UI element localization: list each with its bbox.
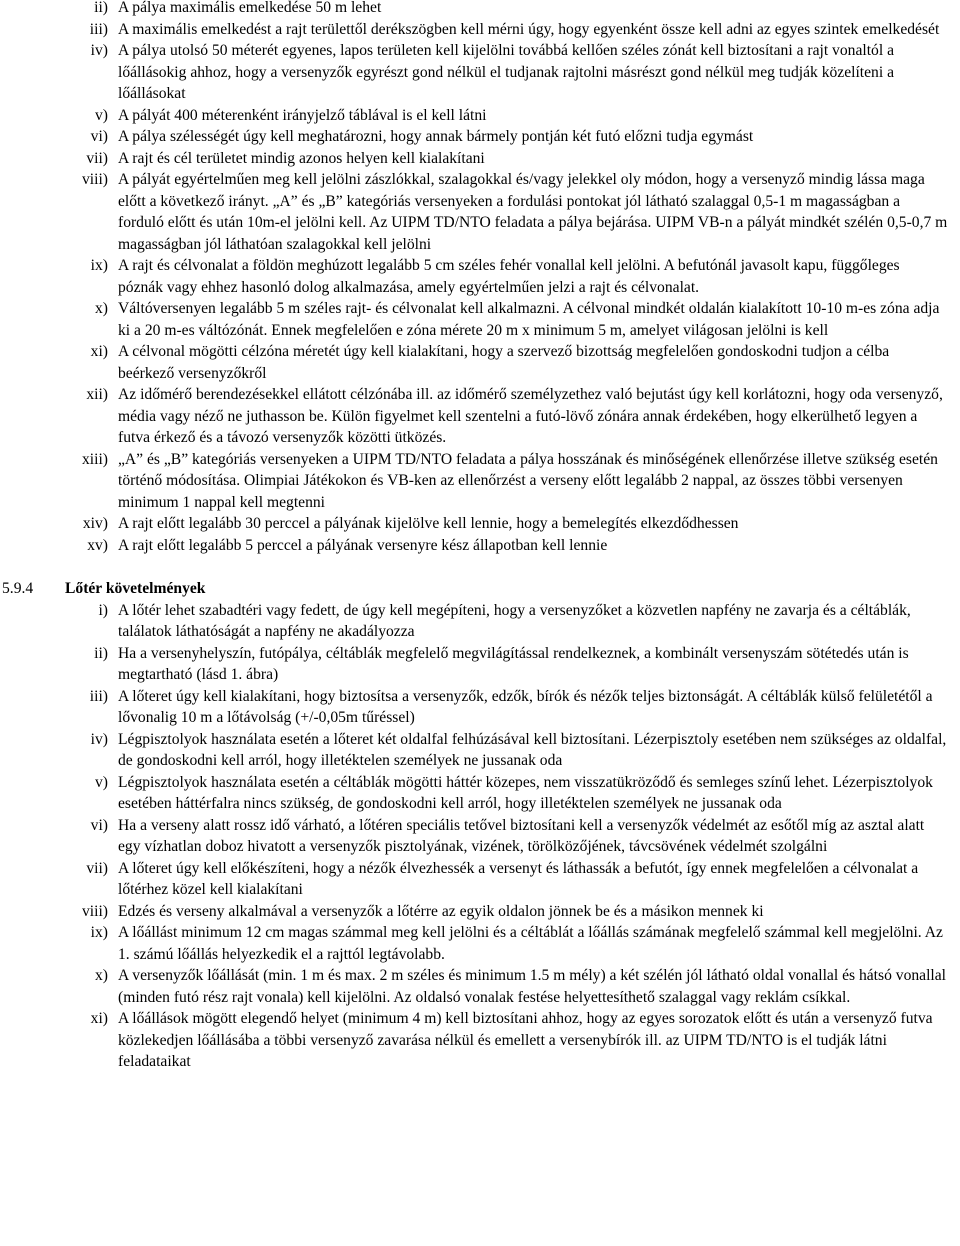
item-text: A pályát 400 méterenként irányjelző táblával is el kell látni	[118, 106, 487, 124]
item-number: ii)	[94, 644, 108, 662]
list-item	[0, 384, 960, 449]
section-title: Lőtér követelmények	[65, 580, 206, 597]
item-text: A pálya maximális emelkedése 50 m lehet	[118, 0, 382, 16]
item-text: A lőállások mögött elegendő helyet (minimum 4 m) kell biztosítani ahhoz, hogy az egyes sorozatok előtt és után a versenyző futva közlekedjen lőállásába a többi versenyző zavarása nélkül és emellett a versenybírók ill. az UIPM TD/NTO is el tudják látni feladataikat	[118, 1010, 933, 1070]
item-text: Ha a versenyhelyszín, futópálya, céltáblák megfelelő megvilágítással rendelkeznek, a kombinált versenyszám sötétedés után is megtartható (lásd 1. ábra)	[118, 644, 909, 683]
list-item	[0, 255, 960, 298]
item-number: iv)	[90, 730, 108, 748]
item-text: A célvonal mögötti célzóna méretét úgy kell kialakítani, hogy a szervező bizottság megfelelően gondoskodni tudjon a célba beérkező versenyzőkről	[118, 343, 890, 382]
item-number: v)	[95, 106, 108, 124]
item-number: vi)	[90, 128, 108, 145]
item-number: iii)	[89, 687, 108, 705]
list-item	[0, 815, 960, 858]
item-text: A rajt és célvonalat a földön meghúzott legalább 5 cm széles fehér vonallal kell jelölni. A befutónál javasolt kapu, függőleges póznák vagy ehhez hasonló dolog alkalmazása, amely egyértelműen jelzi a rajt és célvonalat.	[118, 257, 900, 296]
item-text: A rajt előtt legalább 5 perccel a pályának versenyre kész állapotban kell lennie	[118, 536, 608, 554]
item-number: x)	[95, 967, 108, 984]
item-number: xi)	[90, 1010, 108, 1027]
list-item	[0, 535, 960, 557]
list-item	[0, 901, 960, 923]
item-number: v)	[95, 773, 108, 791]
list-item	[0, 686, 960, 729]
item-text: Légpisztolyok használata esetén a céltáblák mögötti háttér közepes, nem visszatükröződő és semleges színű lehet. Lézerpisztolyok esetében háttérfalra nincs szükség, de gondoskodni kell arról, hogy illetéktelen személyek ne jussanak oda	[118, 773, 933, 812]
item-text: „A” és „B” kategóriás versenyeken a UIPM TD/NTO feladata a pálya hosszának és minőségének ellenőrzése illetve szükség esetén történő módosítása. Olimpiai Játékokon és VB-ken az ellenőrzést a verseny előtt legalább 2 nappal, az összes többi versenyen minimum 1 nappal kell megtenni	[118, 450, 938, 511]
section-number: 5.9.4	[2, 580, 34, 597]
item-text: Váltóversenyen legalább 5 m széles rajt- és célvonalat kell alkalmazni. A célvonal mindkét oldalán kialakított 10-10 m-es zóna adja ki a 20 m-es váltózónát. Ennek megfelelően e zóna mérete 20 m x minimum 5 m, amelyet világosan jelölni is kell	[118, 300, 940, 339]
item-number: iv)	[90, 42, 108, 59]
list-item	[0, 513, 960, 535]
item-text: Az időmérő berendezésekkel ellátott célzónába ill. az időmérő személyzethez való bejutást úgy kell korlátozni, hogy oda versenyző, média vagy néző ne juthasson be. Külön figyelmet kell szentelni a futó-lövő zónára annak érdekében, hogy elkerülhető legyen a futva érkező és a távozó versenyzők közötti ütközés.	[118, 386, 943, 446]
item-text: A pálya utolsó 50 méterét egyenes, lapos területen kell kijelölni továbbá kellően széles zónát kell biztosítani a rajt vonaltól a lőállásokig ahhoz, hogy a versenyzők egyrészt gond nélkül el tudjanak rajtolni másrészt gond nélkül meg tudják közelíteni a lőállásokat	[118, 42, 895, 102]
course-requirements-list	[0, 0, 960, 556]
item-number: vi)	[90, 816, 108, 834]
item-number: viii)	[82, 902, 108, 920]
item-number: xiii)	[82, 450, 108, 468]
list-item	[0, 1008, 960, 1073]
item-text: A lőállást minimum 12 cm magas számmal meg kell jelölni és a céltáblát a lőállás számának megfelelő számmal kell megjelölni. Az 1. számú lőállás helyezkedik el a rajttól legtávolabb.	[118, 924, 943, 963]
list-item	[0, 643, 960, 686]
item-text: A lőtér lehet szabadtéri vagy fedett, de úgy kell megépíteni, hogy a versenyzőket a közvetlen napfény ne zavarja és a céltáblák, találatok láthatóságát a napfény ne akadályozza	[118, 601, 911, 640]
item-number: ix)	[90, 924, 108, 941]
item-number: viii)	[82, 171, 108, 188]
item-number: xi)	[90, 343, 108, 360]
list-item	[0, 298, 960, 341]
shooting-range-requirements-list	[0, 600, 960, 1073]
list-item	[0, 729, 960, 772]
list-item	[0, 105, 960, 127]
list-item	[0, 0, 960, 19]
item-number: ii)	[94, 0, 108, 16]
item-text: A rajt és cél területet mindig azonos helyen kell kialakítani	[118, 149, 485, 167]
item-number: ix)	[90, 257, 108, 274]
item-number: xii)	[86, 386, 108, 403]
item-text: A versenyzők lőállását (min. 1 m és max. 2 m széles és minimum 1.5 m mély) a két szélén jól látható oldal vonallal és hátsó vonallal (minden futó rész rajt vonala) kell kijelölni. Az oldalsó vonalak festése helyettesíthető szalaggal vagy reklám csíkkal.	[118, 967, 947, 1006]
list-item	[0, 965, 960, 1008]
list-item	[0, 169, 960, 255]
list-item	[0, 341, 960, 384]
item-number: xiv)	[82, 515, 108, 532]
list-item	[0, 40, 960, 105]
item-number: xv)	[87, 536, 108, 554]
item-text: Légpisztolyok használata esetén a lőteret két oldalfal felhúzásával kell biztosítani. Lézerpisztoly esetében nem szükséges az oldalfal, de gondoskodni kell arról, hogy illetéktelen személyek ne jussanak oda	[118, 730, 947, 769]
list-item	[0, 922, 960, 965]
item-number: vii)	[86, 149, 108, 167]
list-item	[0, 148, 960, 170]
item-text: A lőteret úgy kell előkészíteni, hogy a nézők élvezhessék a versenyt és láthassák a befutót, így ennek megfelelően a célvonalat a lőtérhez közel kell kialakítani	[118, 859, 919, 898]
item-text: Ha a verseny alatt rossz idő várható, a lőtéren speciális tetővel biztosítani kell a versenyzők védelmét az esőtől míg az asztal alatt egy vízhatlan doboz hivatott a versenyzők pisztolyának, vizének, törölközőjének, távcsövének védelmét szolgálni	[118, 816, 925, 855]
item-number: x)	[95, 300, 108, 317]
item-number: vii)	[86, 859, 108, 877]
list-item	[0, 772, 960, 815]
item-text: A rajt előtt legalább 30 perccel a pályának kijelölve kell lennie, hogy a bemelegítés elkezdődhessen	[118, 515, 739, 532]
list-item	[0, 19, 960, 41]
section-heading	[0, 578, 960, 600]
list-item	[0, 600, 960, 643]
item-text: A pályát egyértelműen meg kell jelölni zászlókkal, szalagokkal és/vagy jelekkel oly módon, hogy a versenyző mindig lássa maga előtt a következő irányt. „A” és „B” kategóriás versenyeken a fordulási pontokat jól látható szalaggal 0,5-1 m magasságban a forduló előtt és után 10m-el jelölni kell. Az UIPM TD/NTO feladata a pálya bejárása. UIPM VB-n a pályát mindkét szélén 0,5-0,7 m magasságban jól láthatóan szalagokkal kell jelölni	[118, 171, 948, 253]
list-item	[0, 858, 960, 901]
item-number: i)	[98, 601, 108, 619]
item-text: A maximális emelkedést a rajt területtől derékszögben kell mérni úgy, hogy egyenként össze kell adni az egyes szintek emelkedését	[118, 20, 940, 38]
list-item	[0, 449, 960, 514]
item-text: Edzés és verseny alkalmával a versenyzők a lőtérre az egyik oldalon jönnek be és a másikon mennek ki	[118, 902, 764, 920]
list-item	[0, 126, 960, 148]
item-text: A pálya szélességét úgy kell meghatározni, hogy annak bármely pontján két futó előzni tudja egymást	[118, 128, 754, 145]
item-number: iii)	[89, 20, 108, 38]
item-text: A lőteret úgy kell kialakítani, hogy biztosítsa a versenyzők, edzők, bírók és nézők teljes biztonságát. A céltáblák külső felületétől a lővonalig 10 m a lőtávolság (+/-0,05m tűréssel)	[118, 687, 933, 726]
